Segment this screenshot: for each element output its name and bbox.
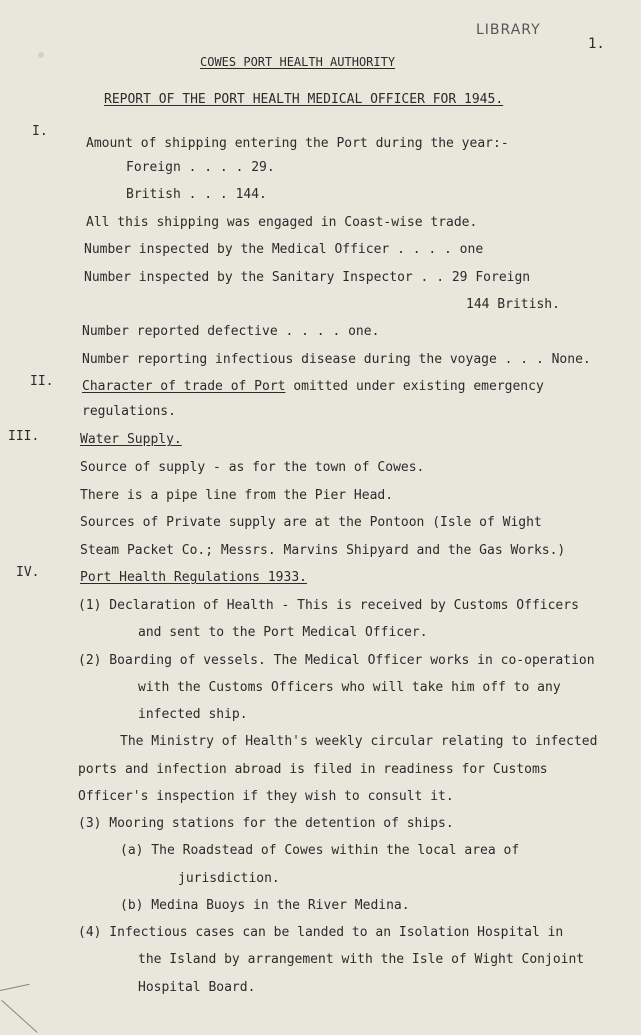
private-supply-line-2: Steam Packet Co.; Messrs. Marvins Shipyard and the Gas Works.) [80,543,566,558]
sanitary-inspected-line: Number inspected by the Sanitary Inspector . . 29 Foreign [84,270,531,285]
isolation-line-3: Hospital Board. [138,980,256,995]
sanitary-british-line: 144 British. [466,297,560,312]
report-title: REPORT OF THE PORT HEALTH MEDICAL OFFICER FOR 1945. [104,92,504,107]
coastwise-line: All this shipping was engaged in Coast-wise trade. [86,215,478,230]
regulations-line: regulations. [82,404,176,419]
trade-heading-rest: omitted under existing emergency [285,379,544,394]
boarding-line: (2) Boarding of vessels. The Medical Officer works in co-operation [78,653,595,668]
section-2-numeral: II. [30,374,54,389]
water-supply-heading: Water Supply. [80,432,182,447]
roadstead-line: (a) The Roadstead of Cowes within the local area of [120,843,520,858]
infectious-voyage-line: Number reporting infectious disease during the voyage . . . None. [82,352,591,367]
ministry-line: The Ministry of Health's weekly circular relating to infected [120,734,598,749]
section-3-numeral: III. [8,429,40,444]
medina-buoys-line: (b) Medina Buoys in the River Medina. [120,898,410,913]
water-source-line: Source of supply - as for the town of Cowes. [80,460,425,475]
declaration-line-2: and sent to the Port Medical Officer. [138,625,428,640]
isolation-line: (4) Infectious cases can be landed to an Isolation Hospital in [78,925,564,940]
trade-heading: Character of trade of Port [82,379,286,394]
medical-inspected-line: Number inspected by the Medical Officer . . . . one [84,242,484,257]
defective-line: Number reported defective . . . . one. [82,324,380,339]
ministry-line-2: ports and infection abroad is filed in readiness for Customs [78,762,548,777]
mooring-line: (3) Mooring stations for the detention of ships. [78,816,454,831]
corner-fold-line [1,1000,37,1033]
library-stamp: LIBRARY [476,22,541,38]
british-count-line: British . . . 144. [126,187,267,202]
section-4-numeral: IV. [16,565,40,580]
page-number: 1. [588,36,605,52]
authority-heading: COWES PORT HEALTH AUTHORITY [200,55,396,69]
regulations-heading: Port Health Regulations 1933. [80,570,307,585]
shipping-amount-line: Amount of shipping entering the Port during the year:- [86,136,509,151]
declaration-line: (1) Declaration of Health - This is received by Customs Officers [78,598,579,613]
private-supply-line: Sources of Private supply are at the Pontoon (Isle of Wight [80,515,542,530]
pipe-line: There is a pipe line from the Pier Head. [80,488,394,503]
boarding-line-2: with the Customs Officers who will take him off to any [138,680,561,695]
corner-fold-line-2 [0,984,30,991]
trade-line [82,379,544,395]
isolation-line-2: the Island by arrangement with the Isle of Wight Conjoint [138,952,585,967]
ministry-line-3: Officer's inspection if they wish to consult it. [78,789,454,804]
roadstead-line-2: jurisdiction. [178,871,280,886]
paper-mark [38,52,44,58]
foreign-count-line: Foreign . . . . 29. [126,160,275,175]
boarding-line-3: infected ship. [138,707,248,722]
section-1-numeral: I. [32,124,48,139]
